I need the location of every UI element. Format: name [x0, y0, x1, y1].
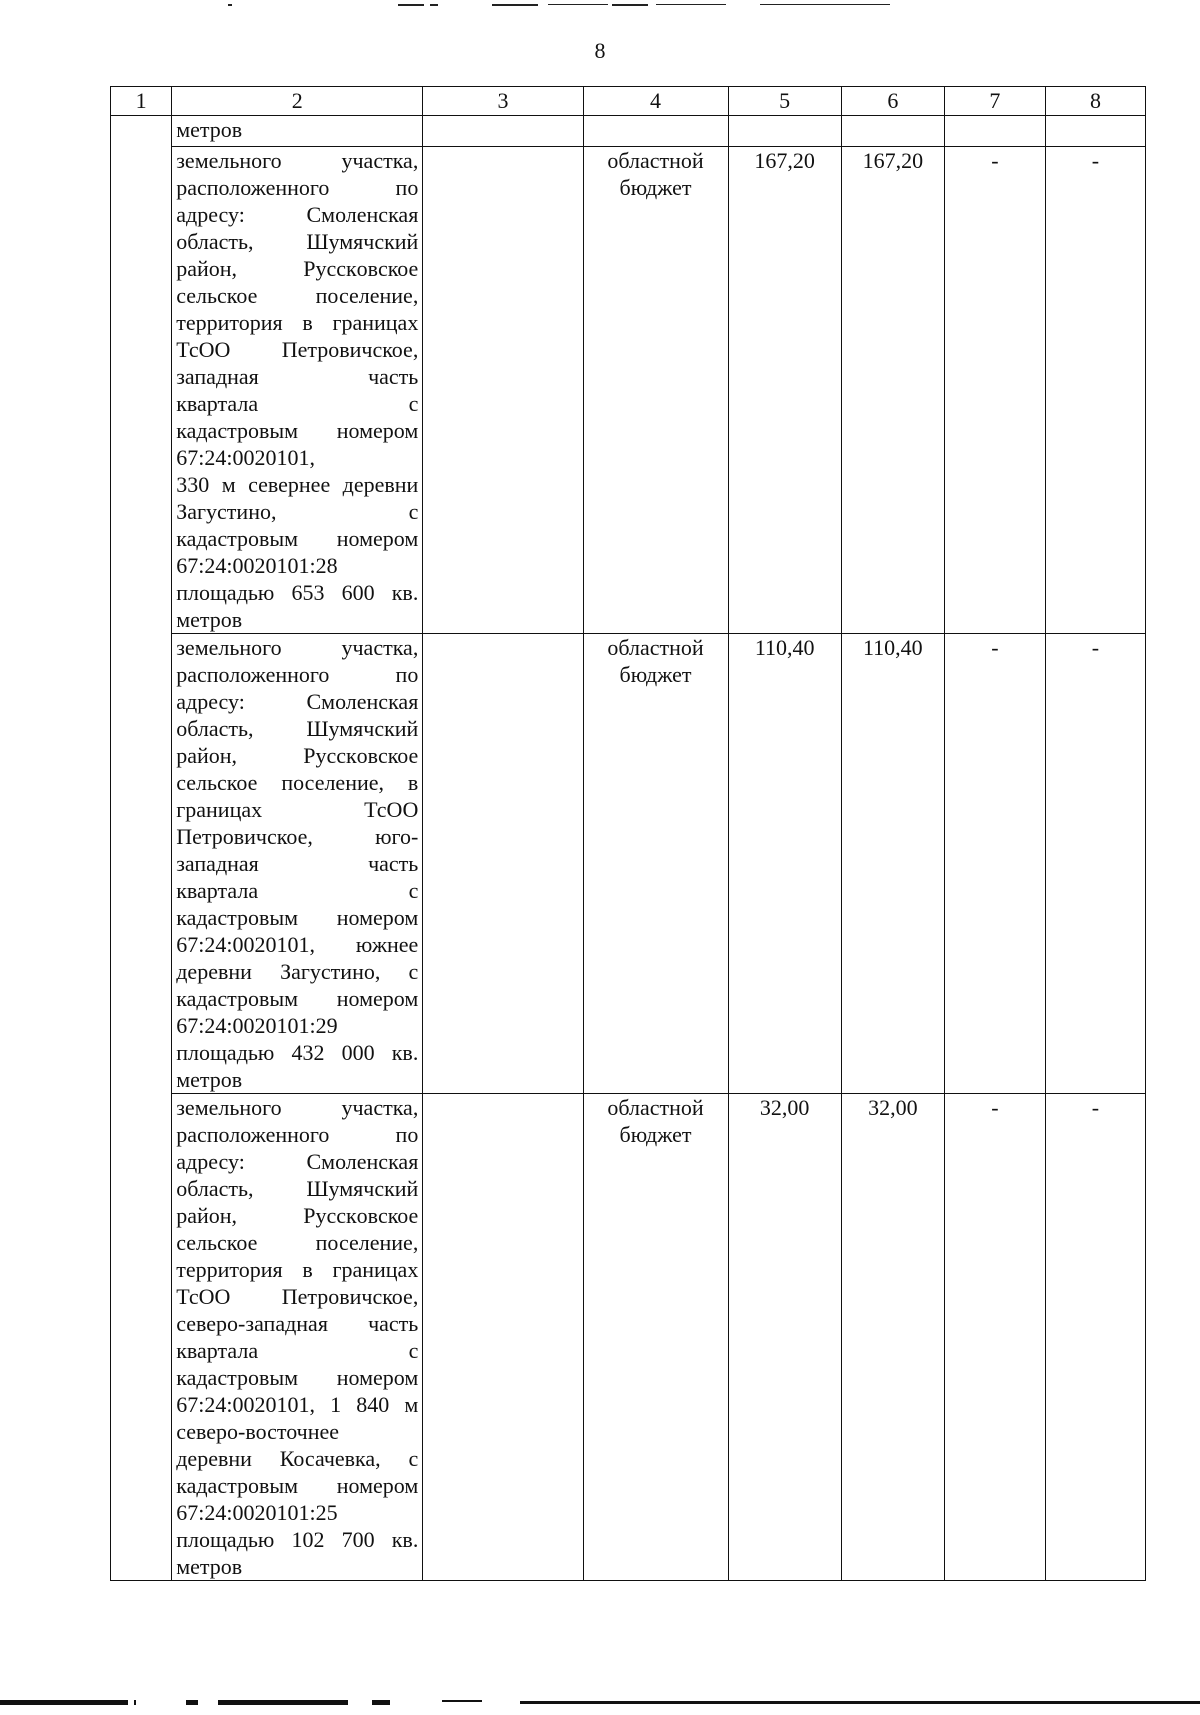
description-line: адресу: Смоленская [176, 1149, 419, 1174]
description-line: западная часть [176, 851, 419, 876]
value-col8: - [1045, 1094, 1145, 1581]
description-line: ТсОО Петровичское, [176, 1284, 419, 1309]
column-header: 1 [111, 87, 172, 116]
description-line: площадью 653 600 кв. [176, 580, 419, 605]
description-line: территория в границах [176, 1257, 419, 1282]
description-line: область, Шумячский [176, 1176, 419, 1201]
continuation-text: метров [172, 116, 423, 147]
column-header: 5 [728, 87, 841, 116]
description-line: кадастровым номером [176, 1473, 419, 1498]
column-header: 2 [172, 87, 423, 116]
empty-cell [423, 634, 583, 1094]
description-line: метров [176, 1067, 243, 1092]
description-line: расположенного по [176, 662, 419, 687]
column-header: 7 [944, 87, 1045, 116]
description-line: квартала с [176, 1338, 419, 1363]
description-line: земельного участка, [176, 148, 419, 173]
description-line: район, Русскoвское [176, 256, 419, 281]
empty-cell [423, 1094, 583, 1581]
description-line: квартала с [176, 878, 419, 903]
description-line: 330 м севернее деревни [176, 472, 419, 497]
row-description [172, 147, 423, 634]
continuation-row [111, 116, 1146, 147]
value-col5: 32,00 [728, 1094, 841, 1581]
description-line: кадастровым номером [176, 905, 419, 930]
table-row [111, 1094, 1146, 1581]
description-line: 67:24:0020101, [176, 445, 315, 470]
column-header: 4 [583, 87, 728, 116]
description-line: расположенного по [176, 175, 419, 200]
description-line: границах ТсОО [176, 797, 419, 822]
value-col6: 32,00 [841, 1094, 944, 1581]
table-header-row [111, 87, 1146, 116]
value-col7: - [944, 1094, 1045, 1581]
funding-source: областной бюджет [583, 634, 728, 1094]
description-line: площадью 432 000 кв. [176, 1040, 419, 1065]
description-line: адресу: Смоленская [176, 202, 419, 227]
description-line: деревни Косачевка, с [176, 1446, 419, 1471]
description-line: метров [176, 607, 243, 632]
value-col6: 110,40 [841, 634, 944, 1094]
value-col5: 110,40 [728, 634, 841, 1094]
description-line: район, Русскoвское [176, 1203, 419, 1228]
description-line: площадью 102 700 кв. [176, 1527, 419, 1552]
column-header: 8 [1045, 87, 1145, 116]
description-line: территория в границах [176, 310, 419, 335]
description-line: кадастровым номером [176, 418, 419, 443]
column-header: 6 [841, 87, 944, 116]
description-line: 67:24:0020101, 1 840 м [176, 1392, 419, 1417]
description-line: расположенного по [176, 1122, 419, 1147]
description-line: земельного участка, [176, 1095, 419, 1120]
description-line: Загустино, с [176, 499, 419, 524]
description-line: западная часть [176, 364, 419, 389]
description-line: 67:24:0020101:29 [176, 1013, 338, 1038]
page-number: 8 [594, 38, 606, 63]
value-col6: 167,20 [841, 147, 944, 634]
description-line: область, Шумячский [176, 716, 419, 741]
description-line: район, Русскoвское [176, 743, 419, 768]
description-line: кадастровым номером [176, 1365, 419, 1390]
description-line: область, Шумячский [176, 229, 419, 254]
table-row [111, 634, 1146, 1094]
description-line: 67:24:0020101:28 [176, 553, 338, 578]
description-line: сельское поселение, [176, 1230, 419, 1255]
description-line: Петровичское, юго- [176, 824, 419, 849]
value-col7: - [944, 634, 1045, 1094]
funding-source: областной бюджет [583, 147, 728, 634]
description-line: кадастровым номером [176, 986, 419, 1011]
row-number-cell [111, 116, 172, 1581]
value-col5: 167,20 [728, 147, 841, 634]
description-line: 67:24:0020101:25 [176, 1500, 338, 1525]
budget-table [110, 86, 1146, 1581]
empty-cell [423, 147, 583, 634]
description-line: кадастровым номером [176, 526, 419, 551]
row-description [172, 634, 423, 1094]
description-line: деревни Загустино, с [176, 959, 419, 984]
description-line: северо-восточнее [176, 1419, 340, 1444]
description-line: метров [176, 1554, 243, 1579]
scan-artifact-bottom [0, 1700, 1200, 1710]
column-header: 3 [423, 87, 583, 116]
value-col8: - [1045, 634, 1145, 1094]
funding-source: областной бюджет [583, 1094, 728, 1581]
table-row [111, 147, 1146, 634]
description-line: земельного участка, [176, 635, 419, 660]
description-line: ТсОО Петровичское, [176, 337, 419, 362]
value-col8: - [1045, 147, 1145, 634]
description-line: адресу: Смоленская [176, 689, 419, 714]
value-col7: - [944, 147, 1045, 634]
description-line: сельское поселение, [176, 283, 419, 308]
description-line: северо-западная часть [176, 1311, 419, 1336]
description-line: 67:24:0020101, южнее [176, 932, 419, 957]
description-line: квартала с [176, 391, 419, 416]
description-line: сельское поселение, в [176, 770, 419, 795]
scan-artifact-top [0, 0, 1200, 12]
row-description [172, 1094, 423, 1581]
